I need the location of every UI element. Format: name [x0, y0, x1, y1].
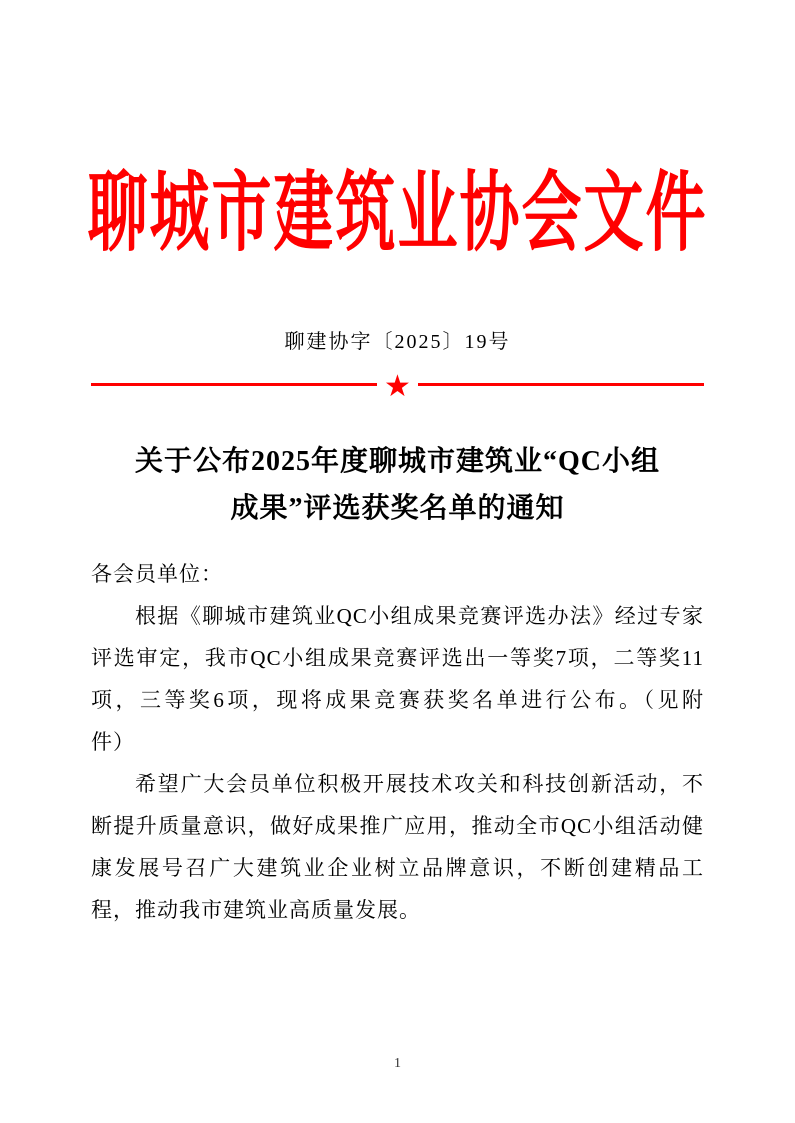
- paragraph1-line: 件）: [91, 730, 135, 754]
- paragraph2-line: 康发展号召广大建筑业企业树立品牌意识，不断创建精品工: [91, 856, 704, 880]
- letterhead-title: 聊城市建筑业协会文件: [87, 165, 708, 262]
- paragraph1-line: 项，三等奖6项，现将成果竞赛获奖名单进行公布。（见附: [91, 688, 704, 712]
- notice-title: [0, 438, 795, 532]
- star-icon: ★: [384, 370, 411, 403]
- notice-title-line1: 关于公布2025年度聊城市建筑业“QC小组: [134, 446, 660, 477]
- paragraph2-line: 程，推动我市建筑业高质量发展。: [91, 898, 421, 922]
- red-divider: [91, 368, 704, 403]
- divider-line-left: [91, 383, 377, 386]
- paragraph2-line: 希望广大会员单位积极开展技术攻关和科技创新活动，不: [135, 772, 704, 796]
- paragraph2-line: 断提升质量意识，做好成果推广应用，推动全市QC小组活动健: [91, 814, 704, 838]
- salutation: 各会员单位：: [91, 562, 223, 586]
- divider-line-right: [418, 383, 704, 386]
- notice-title-line2: 成果”评选获奖名单的通知: [230, 493, 565, 524]
- notice-body: [91, 553, 704, 931]
- paragraph1-line: 根据《聊城市建筑业QC小组成果竞赛评选办法》经过专家: [135, 604, 704, 628]
- document-number: 聊建协字〔2025〕19号: [284, 331, 511, 353]
- page-number: 1: [394, 1056, 401, 1071]
- paragraph1-line: 评选审定，我市QC小组成果竞赛评选出一等奖7项，二等奖11: [91, 646, 704, 670]
